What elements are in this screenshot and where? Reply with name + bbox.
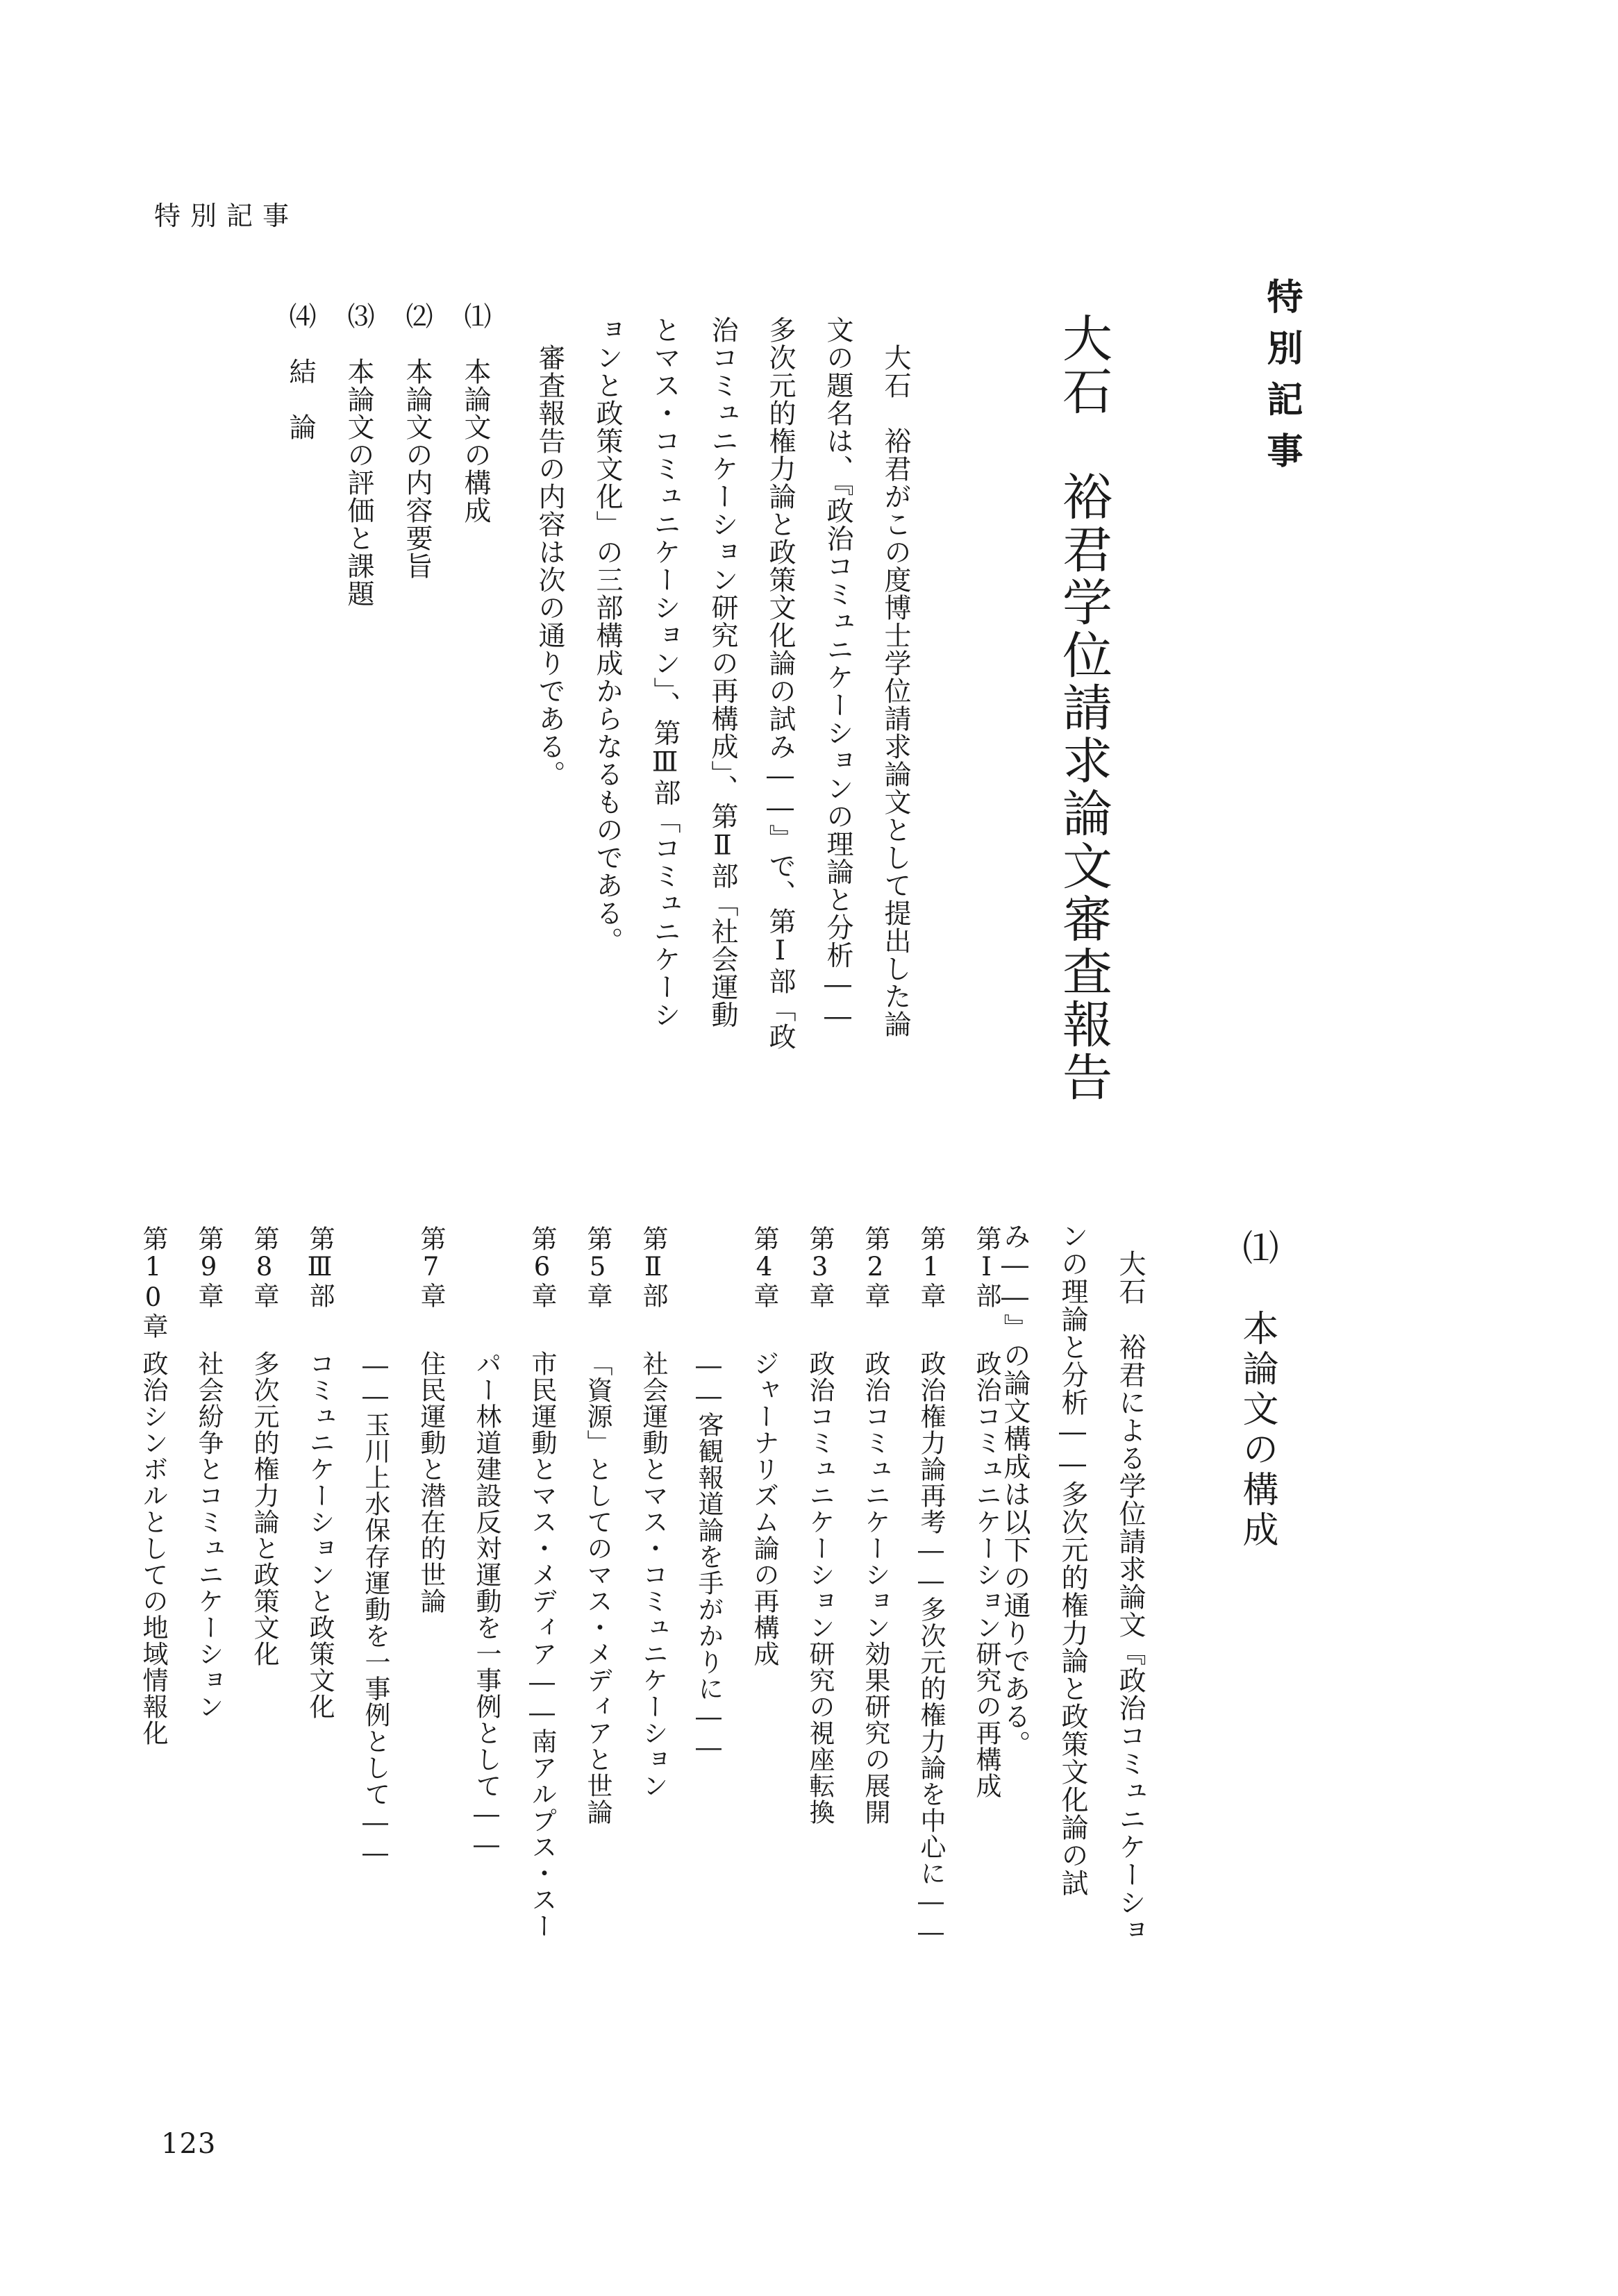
chapter-label: 第2章: [860, 1225, 890, 1309]
chapter-title: パー林道建設反対運動を一事例として――: [472, 1350, 501, 1860]
intro-line: 審査報告の内容は次の通りである。: [534, 316, 565, 788]
chapter-subtitle: ――客観報道論を手がかりに――: [694, 1350, 724, 1763]
chapter-label: 第7章: [416, 1225, 446, 1309]
chapter-entry: [736, 1225, 792, 1989]
toc-item: [401, 302, 433, 580]
chapter-entry: [625, 1225, 681, 1989]
toc-item-label: 本論文の評価と課題: [343, 358, 374, 607]
chapter-label: 第5章: [583, 1225, 612, 1309]
intro-line: 多次元的権力論と政策文化論の試み――』で、第Ⅰ部「政: [765, 316, 796, 1050]
chapter-entry: [347, 1225, 403, 1989]
intro-line: とマス・コミュニケーション」、第Ⅲ部「コミュニケーシ: [649, 316, 681, 1029]
section-heading: ⑴ 本論文の構成: [1236, 1229, 1278, 1551]
chapter-title: 政治権力論再考――多次元的権力論を中心に――: [916, 1350, 946, 1947]
section-line: 大石 裕君による学位請求論文『政治コミュニケーショ: [1115, 1222, 1146, 1944]
chapter-label: 第3章: [805, 1225, 835, 1309]
toc-item-label: 本論文の構成: [460, 358, 491, 524]
section-label: 特別記事: [1260, 278, 1303, 483]
toc-item-label: 結 論: [285, 358, 316, 441]
chapter-entry: [236, 1225, 292, 1989]
toc-item-number: ⑴: [460, 302, 491, 330]
chapter-entry: [569, 1225, 625, 1989]
chapter-list: [125, 1225, 1014, 1989]
chapter-label: 第9章: [194, 1225, 224, 1309]
chapter-label: 第6章: [527, 1225, 557, 1309]
chapter-title: 「資源」としてのマス・メディアと世論: [583, 1350, 612, 1825]
chapter-subtitle: ――玉川上水保存運動を一事例として――: [360, 1350, 390, 1868]
chapter-title: コミュニケーションと政策文化: [305, 1350, 335, 1720]
chapter-title: 政治コミュニケーション研究の視座転換: [805, 1350, 835, 1825]
chapter-title: 多次元的権力論と政策文化: [249, 1350, 279, 1667]
chapter-label: 第Ⅰ部: [971, 1225, 1001, 1309]
chapter-entry: [958, 1225, 1014, 1989]
chapter-label: 第Ⅲ部: [305, 1225, 335, 1309]
chapter-label: 第Ⅱ部: [638, 1225, 668, 1309]
chapter-label: 第1章: [916, 1225, 946, 1309]
running-head: 特別記事: [154, 201, 299, 231]
chapter-entry: [847, 1225, 903, 1989]
chapter-entry: [792, 1225, 847, 1989]
chapter-title: 社会紛争とコミュニケーション: [194, 1350, 224, 1720]
chapter-entry: [681, 1225, 736, 1989]
chapter-entry: [403, 1225, 458, 1989]
chapter-title: 社会運動とマス・コミュニケーション: [638, 1350, 668, 1799]
chapter-entry: [292, 1225, 347, 1989]
toc-item: [460, 302, 491, 524]
toc-item-number: ⑶: [343, 302, 374, 330]
toc-item-number: ⑷: [285, 302, 316, 330]
chapter-title: 政治コミュニケーション研究の再構成: [971, 1350, 1001, 1799]
toc-item: [343, 302, 374, 607]
intro-line: 文の題名は、『政治コミュニケーションの理論と分析――: [822, 316, 853, 1033]
report-contents-list: [271, 302, 504, 746]
intro-line: ョンと政策文化」の三部構成からなるものである。: [592, 316, 623, 955]
section-line: ンの理論と分析――多次元的権力論と政策文化論の試: [1057, 1222, 1088, 1897]
chapter-title: ジャーナリズム論の再構成: [749, 1350, 779, 1667]
chapter-entry: [458, 1225, 514, 1989]
chapter-label: 第10章: [138, 1225, 168, 1339]
chapter-label: 第4章: [749, 1225, 779, 1309]
page-number: 123: [161, 2128, 217, 2160]
toc-item: [285, 302, 316, 441]
chapter-label: 第8章: [249, 1225, 279, 1309]
report-title: 大石 裕君学位請求論文審査報告: [1054, 312, 1112, 1104]
chapter-entry: [514, 1225, 569, 1989]
chapter-entry: [125, 1225, 181, 1989]
intro-line: 大石 裕君がこの度博士学位請求論文として提出した論: [880, 316, 911, 1038]
chapter-title: 市民運動とマス・メディア――南アルプス・スー: [527, 1350, 557, 1939]
toc-item-label: 本論文の内容要旨: [401, 358, 433, 580]
chapter-entry: [903, 1225, 958, 1989]
chapter-title: 住民運動と潜在的世論: [416, 1350, 446, 1614]
chapter-title: 政治シンボルとしての地域情報化: [138, 1350, 168, 1746]
chapter-entry: [181, 1225, 236, 1989]
chapter-title: 政治コミュニケーション効果研究の展開: [860, 1350, 890, 1825]
section-line: み――』の論文構成は以下の通りである。: [999, 1222, 1031, 1758]
intro-paragraph: [521, 316, 924, 1149]
intro-line: 治コミュニケーション研究の再構成」、第Ⅱ部「社会運動: [707, 316, 738, 1029]
toc-item-number: ⑵: [401, 302, 433, 330]
